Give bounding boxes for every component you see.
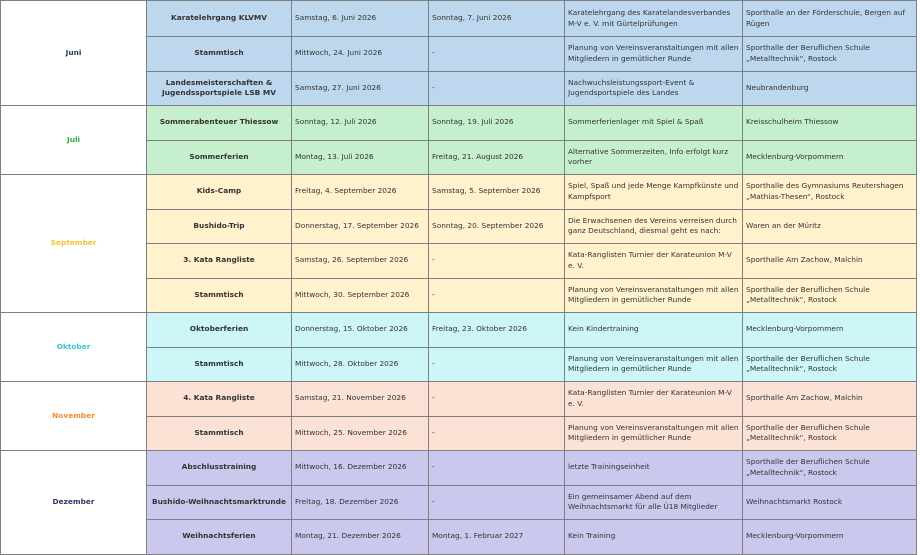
event-description: Kata-Ranglisten Turnier der Karateunion M-V e. V. [565, 382, 743, 417]
table-row [1, 382, 917, 417]
start-date: Samstag, 21. November 2026 [292, 382, 429, 417]
event-name: 3. Kata Rangliste [147, 244, 292, 279]
event-description: Ein gemeinsamer Abend auf dem Weihnachtsmarkt für alle Ü18 Mitglieder [565, 485, 743, 520]
event-location: Kreisschulheim Thiessow [743, 106, 917, 141]
start-date: Mittwoch, 30. September 2026 [292, 278, 429, 313]
event-description: Die Erwachsenen des Vereins verreisen durch ganz Deutschland, diesmal geht es nach: [565, 209, 743, 244]
start-date: Samstag, 6. Juni 2026 [292, 1, 429, 37]
event-name: Karatelehrgang KLVMV [147, 1, 292, 37]
start-date: Montag, 13. Juli 2026 [292, 140, 429, 175]
event-location: Waren an der Müritz [743, 209, 917, 244]
event-description: Karatelehrgang des Karatelandesverbandes M-V e. V. mit Gürtelprüfungen [565, 1, 743, 37]
end-date: - [429, 244, 565, 279]
end-date: Sonntag, 7. Juni 2026 [429, 1, 565, 37]
event-description: Sommerferienlager mit Spiel & Spaß [565, 106, 743, 141]
event-location: Mecklenburg-Vorpommern [743, 140, 917, 175]
event-name: Sommerabenteuer Thiessow [147, 106, 292, 141]
event-description: Planung von Vereinsveranstaltungen mit allen Mitgliedern in gemütlicher Runde [565, 278, 743, 313]
event-name: Abschlusstraining [147, 451, 292, 486]
event-location: Neubrandenburg [743, 71, 917, 106]
start-date: Mittwoch, 24. Juni 2026 [292, 37, 429, 72]
event-name: Oktoberferien [147, 313, 292, 348]
start-date: Montag, 21. Dezember 2026 [292, 520, 429, 555]
start-date: Samstag, 27. Juni 2026 [292, 71, 429, 106]
start-date: Donnerstag, 17. September 2026 [292, 209, 429, 244]
event-location: Sporthalle Am Zachow, Malchin [743, 244, 917, 279]
end-date: - [429, 71, 565, 106]
event-description: Planung von Vereinsveranstaltungen mit allen Mitgliedern in gemütlicher Runde [565, 347, 743, 382]
event-name: Stammtisch [147, 37, 292, 72]
event-name: Landesmeisterschaften & Jugendssportspiele LSB MV [147, 71, 292, 106]
event-description: letzte Trainingseinheit [565, 451, 743, 486]
event-location: Mecklenburg-Vorpommern [743, 313, 917, 348]
event-location: Mecklenburg-Vorpommern [743, 520, 917, 555]
end-date: - [429, 485, 565, 520]
event-name: Weihnachtsferien [147, 520, 292, 555]
event-location: Weihnachtsmarkt Rostock [743, 485, 917, 520]
month-label: September [1, 175, 147, 313]
start-date: Freitag, 18. Dezember 2026 [292, 485, 429, 520]
end-date: - [429, 278, 565, 313]
event-name: Stammtisch [147, 347, 292, 382]
event-location: Sporthalle der Beruflichen Schule „Metalltechnik“, Rostock [743, 347, 917, 382]
start-date: Mittwoch, 28. Oktober 2026 [292, 347, 429, 382]
end-date: - [429, 382, 565, 417]
table-row [1, 175, 917, 210]
event-name: Stammtisch [147, 278, 292, 313]
event-location: Sporthalle der Beruflichen Schule „Metalltechnik“, Rostock [743, 278, 917, 313]
event-description: Kata-Ranglisten Turnier der Karateunion M-V e. V. [565, 244, 743, 279]
event-name: Kids-Camp [147, 175, 292, 210]
end-date: Sonntag, 20. September 2026 [429, 209, 565, 244]
start-date: Freitag, 4. September 2026 [292, 175, 429, 210]
event-name: Sommerferien [147, 140, 292, 175]
end-date: Freitag, 21. August 2026 [429, 140, 565, 175]
table-row [1, 313, 917, 348]
event-description: Kein Training [565, 520, 743, 555]
table-row [1, 451, 917, 486]
month-label: November [1, 382, 147, 451]
event-location: Sporthalle der Beruflichen Schule „Metalltechnik“, Rostock [743, 451, 917, 486]
start-date: Donnerstag, 15. Oktober 2026 [292, 313, 429, 348]
end-date: - [429, 37, 565, 72]
end-date: Samstag, 5. September 2026 [429, 175, 565, 210]
event-name: Stammtisch [147, 416, 292, 451]
end-date: - [429, 451, 565, 486]
event-description: Alternative Sommerzeiten, Info erfolgt kurz vorher [565, 140, 743, 175]
event-location: Sporthalle der Beruflichen Schule „Metalltechnik“, Rostock [743, 37, 917, 72]
end-date: - [429, 347, 565, 382]
event-location: Sporthalle der Beruflichen Schule „Metalltechnik“, Rostock [743, 416, 917, 451]
start-date: Samstag, 26. September 2026 [292, 244, 429, 279]
event-description: Kein Kindertraining [565, 313, 743, 348]
end-date: - [429, 416, 565, 451]
month-label: Juni [1, 1, 147, 106]
month-label: Juli [1, 106, 147, 175]
event-name: Bushido-Weihnachtsmarktrunde [147, 485, 292, 520]
month-label: Dezember [1, 451, 147, 555]
event-description: Planung von Vereinsveranstaltungen mit allen Mitgliedern in gemütlicher Runde [565, 37, 743, 72]
event-location: Sporthalle Am Zachow, Malchin [743, 382, 917, 417]
end-date: Montag, 1. Februar 2027 [429, 520, 565, 555]
event-name: 4. Kata Rangliste [147, 382, 292, 417]
table-row [1, 106, 917, 141]
event-description: Spiel, Spaß und jede Menge Kampfkünste und Kampfsport [565, 175, 743, 210]
end-date: Sonntag, 19. Juli 2026 [429, 106, 565, 141]
event-location: Sporthalle des Gymnasiums Reutershagen „Mathias-Thesen“, Rostock [743, 175, 917, 210]
event-location: Sporthalle an der Förderschule, Bergen auf Rügen [743, 1, 917, 37]
table-row [1, 1, 917, 37]
start-date: Mittwoch, 16. Dezember 2026 [292, 451, 429, 486]
event-description: Nachwuchsleistungssport-Event & Jugendsportspiele des Landes [565, 71, 743, 106]
start-date: Mittwoch, 25. November 2026 [292, 416, 429, 451]
month-label: Oktober [1, 313, 147, 382]
event-name: Bushido-Trip [147, 209, 292, 244]
event-description: Planung von Vereinsveranstaltungen mit allen Mitgliedern in gemütlicher Runde [565, 416, 743, 451]
start-date: Sonntag, 12. Juli 2026 [292, 106, 429, 141]
end-date: Freitag, 23. Oktober 2026 [429, 313, 565, 348]
